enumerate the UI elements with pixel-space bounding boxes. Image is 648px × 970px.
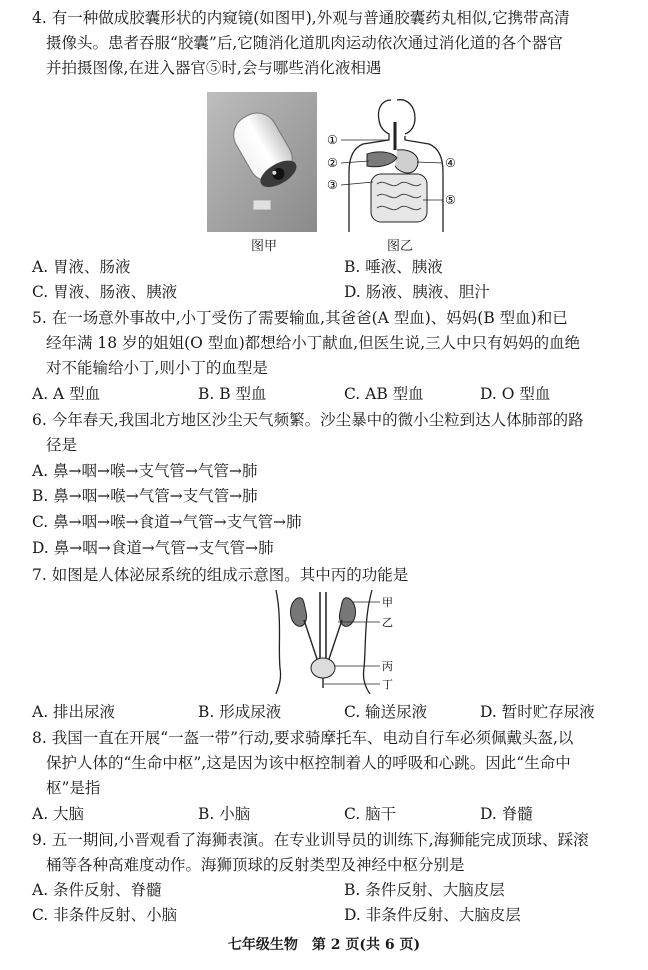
q6-option-b[interactable]: B. 鼻→咽→喉→气管→支气管→肺 xyxy=(32,487,258,505)
q4-line-1: 4. 有一种做成胶囊形状的内窥镜(如图甲),外观与普通胶囊药丸相似,它携带高清 xyxy=(32,9,570,27)
urinary-label-yi: 乙 xyxy=(382,616,393,629)
q4-options-row-2 xyxy=(32,280,622,305)
q8-options xyxy=(32,802,622,827)
q5-line-2: 经年满 18 岁的姐姐(O 型血)都想给小丁献血,但医生说,三人中只有妈妈的血绝 xyxy=(46,334,581,352)
q8-option-a[interactable]: A. 大脑 xyxy=(32,805,85,823)
q9-options-row-2 xyxy=(32,903,622,928)
q5-option-c[interactable]: C. AB 型血 xyxy=(344,385,424,403)
question-6 xyxy=(32,408,622,458)
q6-line-1: 6. 今年春天,我国北方地区沙尘天气频繁。沙尘暴中的微小尘粒到达人体肺部的路 xyxy=(32,411,584,429)
question-4 xyxy=(32,6,622,81)
q4-option-d[interactable]: D. 肠液、胰液、胆汁 xyxy=(344,283,490,301)
q7-option-a[interactable]: A. 排出尿液 xyxy=(32,703,116,721)
figure-b-caption: 图乙 xyxy=(387,239,414,254)
q9-option-a[interactable]: A. 条件反射、脊髓 xyxy=(32,881,162,899)
q5-option-b[interactable]: B. B 型血 xyxy=(198,385,267,403)
q6-option-d[interactable]: D. 鼻→咽→食道→气管→支气管→肺 xyxy=(32,539,274,557)
question-8 xyxy=(32,726,622,801)
q7-line-1: 7. 如图是人体泌尿系统的组成示意图。其中丙的功能是 xyxy=(32,566,409,584)
fig-b-label-5: ⑤ xyxy=(445,193,456,207)
q9-option-d[interactable]: D. 非条件反射、大脑皮层 xyxy=(344,906,521,924)
q5-line-1: 5. 在一场意外事故中,小丁受伤了需要输血,其爸爸(A 型血)、妈妈(B 型血)和已 xyxy=(32,309,568,327)
figure-a-caption: 图甲 xyxy=(251,239,278,254)
q4-option-a[interactable]: A. 胃液、肠液 xyxy=(32,258,131,276)
question-7 xyxy=(32,563,622,588)
q9-line-2: 桶等各种高难度动作。海狮顶球的反射类型及神经中枢分别是 xyxy=(46,856,465,874)
q6-option-a[interactable]: A. 鼻→咽→喉→支气管→气管→肺 xyxy=(32,462,258,480)
capsule-endoscope-photo xyxy=(207,92,317,232)
q8-line-2: 保护人体的“生命中枢”,这是因为该中枢控制着人的呼吸和心跳。因此“生命中 xyxy=(46,754,571,772)
q8-option-b[interactable]: B. 小脑 xyxy=(198,805,251,823)
q4-option-b[interactable]: B. 唾液、胰液 xyxy=(344,258,443,276)
q6-line-2: 径是 xyxy=(46,436,78,454)
q4-line-3: 并拍摄图像,在进入器官⑤时,会与哪些消化液相遇 xyxy=(46,59,382,77)
q4-line-2: 摄像头。患者吞服“胶囊”后,它随消化道肌肉运动依次通过消化道的各个器官 xyxy=(46,34,563,52)
q6-option-c[interactable]: C. 鼻→咽→喉→食道→气管→支气管→肺 xyxy=(32,513,302,531)
q7-options xyxy=(32,700,622,725)
q5-options xyxy=(32,382,622,407)
urinary-label-jia: 甲 xyxy=(382,596,393,609)
q9-line-1: 9. 五一期间,小晋观看了海狮表演。在专业训导员的训练下,海狮能完成顶球、踩滚 xyxy=(32,831,589,849)
fig-b-label-3: ③ xyxy=(327,178,338,192)
q8-line-3: 枢”是指 xyxy=(46,779,101,797)
q5-option-a[interactable]: A. A 型血 xyxy=(32,385,101,403)
q7-option-c[interactable]: C. 输送尿液 xyxy=(344,703,428,721)
q9-option-c[interactable]: C. 非条件反射、小脑 xyxy=(32,906,178,924)
urinary-label-bing: 丙 xyxy=(382,660,393,673)
q8-option-c[interactable]: C. 脑干 xyxy=(344,805,397,823)
q5-line-3: 对不能输给小丁,则小丁的血型是 xyxy=(46,359,268,377)
page-footer: 七年级生物 第 2 页(共 6 页) xyxy=(227,937,421,953)
q9-option-b[interactable]: B. 条件反射、大脑皮层 xyxy=(344,881,505,899)
urinary-label-ding: 丁 xyxy=(382,678,393,691)
urinary-system-diagram xyxy=(268,588,398,696)
q8-line-1: 8. 我国一直在开展“一盔一带”行动,要求骑摩托车、电动自行车必须佩戴头盔,以 xyxy=(32,729,574,747)
q5-option-d[interactable]: D. O 型血 xyxy=(480,385,551,403)
q4-option-c[interactable]: C. 胃液、肠液、胰液 xyxy=(32,283,178,301)
q4-options-row-1 xyxy=(32,255,622,280)
q9-options-row-1 xyxy=(32,878,622,903)
fig-b-label-4: ④ xyxy=(445,156,456,170)
q8-option-d[interactable]: D. 脊髓 xyxy=(480,805,533,823)
digestive-system-diagram xyxy=(325,92,465,237)
fig-b-label-1: ① xyxy=(327,133,338,147)
q7-option-d[interactable]: D. 暂时贮存尿液 xyxy=(480,703,595,721)
question-5 xyxy=(32,306,622,381)
q7-option-b[interactable]: B. 形成尿液 xyxy=(198,703,282,721)
fig-b-label-2: ② xyxy=(327,156,338,170)
question-9 xyxy=(32,828,622,878)
